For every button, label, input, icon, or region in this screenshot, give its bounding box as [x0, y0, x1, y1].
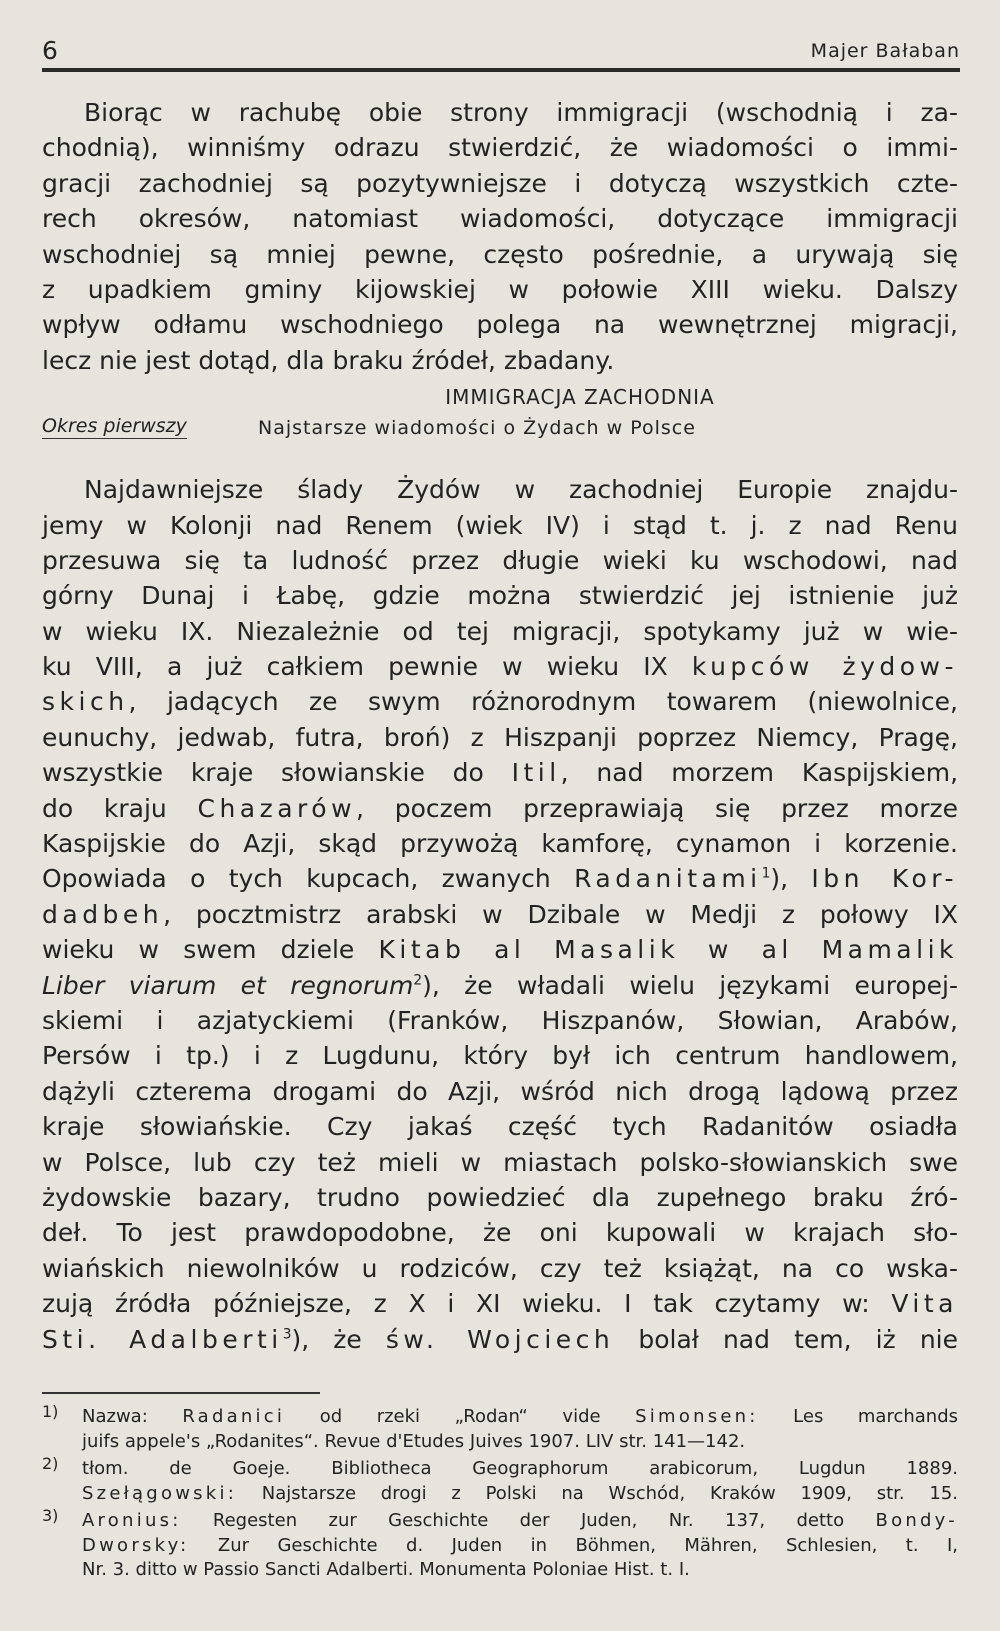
- text-line: chodnią), winniśmy odrazu stwierdzić, że wiadomości o immi-: [42, 133, 958, 163]
- text-run: Regesten zur Geschichte der Juden, Nr. 137, detto: [181, 1510, 876, 1531]
- text-line: [42, 897, 958, 932]
- text-run: Zur Geschichte d. Juden in Böhmen, Mähren, Schlesien, t. I,: [189, 1534, 958, 1556]
- spaced-term: Aronius:: [82, 1510, 182, 1531]
- section-title: IMMIGRACJA ZACHODNIA: [445, 385, 715, 410]
- spaced-term: Ibn Kor-: [811, 864, 958, 894]
- paragraph-main: [42, 472, 958, 1357]
- text-run: wieku w swem dziele: [42, 935, 379, 965]
- header-rule: [42, 68, 960, 72]
- text-line: z upadkiem gminy kijowskiej w połowie XIII wieku. Dalszy: [42, 274, 958, 304]
- spaced-term: św. Wojciech: [385, 1324, 615, 1354]
- text-line: dążyli czterema drogami do Azji, wśród nich drogą lądową przez: [42, 1076, 958, 1106]
- footnote-ref: 3: [282, 1326, 292, 1343]
- margin-period-label: Okres pierwszy: [42, 415, 187, 438]
- text-line: [42, 791, 958, 826]
- text-line: Kaspijskie do Azji, skąd przywożą kamforę, cynamon i korzenie.: [42, 829, 958, 859]
- text-run: ), że: [291, 1324, 386, 1354]
- spaced-term: skich: [42, 687, 129, 717]
- spaced-term: Radanici: [182, 1406, 286, 1427]
- text-line: [42, 968, 958, 1003]
- footnote-mark: 2): [42, 1454, 59, 1473]
- text-line: wschodniej są mniej pewne, często pośrednie, a urywają się: [42, 239, 958, 269]
- spaced-term: Szełągowski:: [82, 1482, 238, 1504]
- text-line: [42, 1322, 958, 1357]
- text-run: , nad morzem Kaspijskiem,: [560, 758, 959, 788]
- footnote-ref: 2: [413, 972, 423, 989]
- text-line: [42, 861, 958, 896]
- footnote-rule: [42, 1392, 320, 1394]
- spaced-term: Simonsen:: [635, 1406, 759, 1427]
- text-line: [42, 649, 958, 684]
- text-line: w wieku IX. Niezależnie od tej migracji, spotykamy już w wie-: [42, 616, 958, 646]
- text-run: od rzeki „Rodan“ vide: [285, 1406, 636, 1427]
- text-run: zują źródła późniejsze, z X i XI wieku. I tak czytamy w:: [42, 1289, 892, 1319]
- text-line: rech okresów, natomiast wiadomości, dotyczące immigracji: [42, 204, 958, 234]
- footnote-2: [42, 1454, 958, 1506]
- text-line: [42, 932, 958, 967]
- page-number: 6: [42, 36, 58, 65]
- text-run: do kraju: [42, 793, 198, 823]
- spaced-term: kupców żydow-: [691, 652, 958, 682]
- text-run: bolał nad tem, iż nie: [614, 1324, 958, 1354]
- footnote-mark: 3): [42, 1506, 59, 1525]
- text-run: ku VIII, a już całkiem pewnie w wieku IX: [42, 652, 692, 682]
- spaced-term: dadbeh: [42, 899, 164, 929]
- footnote-line: juifs appele's „Rodanites“. Revue d'Etudes Juives 1907. LIV str. 141—142.: [82, 1430, 746, 1452]
- text-line: żydowskie bazary, trudno powiedzieć dla zupełnego braku źró-: [42, 1182, 958, 1212]
- footnote-line: [82, 1482, 958, 1507]
- footnote-line: [82, 1509, 958, 1534]
- text-run: , pocztmistrz arabski w Dzibale w Medji z połowy IX: [163, 899, 958, 929]
- text-line: wiańskich niewolników u rodziców, czy też książąt, na co wska-: [42, 1253, 958, 1283]
- text-run: , jadących ze swym różnorodnym towarem (niewolnice,: [128, 687, 958, 717]
- text-line: [42, 684, 958, 719]
- text-run: Opowiada o tych kupcach, zwanych: [42, 864, 575, 894]
- text-line: deł. To jest prawdopodobne, że oni kupowali w krajach sło-: [42, 1218, 958, 1248]
- footnote-ref: 1: [761, 866, 771, 883]
- paragraph-intro: [42, 95, 958, 378]
- italic-title: Liber viarum et regnorum: [42, 970, 414, 1000]
- text-line: lecz nie jest dotąd, dla braku źródeł, zbadany.: [42, 345, 615, 375]
- text-run: ),: [770, 864, 812, 894]
- footnote-3: [42, 1506, 958, 1583]
- text-line: w Polsce, lub czy też mieli w miastach polsko-słowianskich swe: [42, 1147, 958, 1177]
- footnote-line: [82, 1534, 958, 1559]
- spaced-term: Vita: [891, 1289, 958, 1319]
- text-run: , poczem przeprawiają się przez morze: [356, 793, 958, 823]
- footnote-1: [42, 1402, 958, 1454]
- period-heading: [42, 412, 958, 444]
- text-line: górny Dunaj i Łabę, gdzie można stwierdzić jej istnienie już: [42, 581, 958, 611]
- text-line: [42, 1286, 958, 1321]
- text-line: jemy w Kolonji nad Renem (wiek IV) i stąd t. j. z nad Renu: [42, 510, 958, 540]
- text-line: eunuchy, jedwab, futra, broń) z Hiszpanji poprzez Niemcy, Pragę,: [42, 722, 958, 752]
- footnote-line: Nr. 3. ditto w Passio Sancti Adalberti. Monumenta Poloniae Hist. t. I.: [82, 1559, 690, 1580]
- footnote-line: tłom. de Goeje. Bibliotheca Geographorum arabicorum, Lugdun 1889.: [82, 1458, 958, 1479]
- main-text: [42, 95, 958, 1357]
- footnote-line: [82, 1405, 958, 1430]
- text-line: [42, 755, 958, 790]
- text-run: Najstarsze drogi z Polski na Wschód, Kraków 1909, str. 15.: [237, 1482, 958, 1504]
- text-line: wpływ odłamu wschodniego polega na wewnętrznej migracji,: [42, 310, 958, 340]
- period-subtitle: Najstarsze wiadomości o Żydach w Polsce: [258, 417, 696, 440]
- text-run: Les marchands: [758, 1406, 958, 1427]
- spaced-term: Chazarów: [197, 793, 357, 823]
- spaced-term: Radanitami: [574, 864, 762, 894]
- spaced-term: Dworsky:: [82, 1534, 190, 1556]
- text-line: gracji zachodniej są pozytywniejsze i dotyczą wszystkich czte-: [42, 168, 958, 198]
- spaced-term: Kitab al Masalik w al Mamalik: [378, 935, 958, 965]
- text-line: przesuwa się ta ludność przez długie wieki ku wschodowi, nad: [42, 545, 958, 575]
- text-run: Nazwa:: [82, 1406, 183, 1427]
- text-line: Najdawniejsze ślady Żydów w zachodniej Europie znajdu-: [84, 475, 958, 505]
- spaced-term: Sti. Adalberti: [42, 1324, 283, 1354]
- text-run: wszystkie kraje słowianskie do: [42, 758, 512, 788]
- page-header: [42, 32, 960, 72]
- spaced-term: Itil: [511, 758, 561, 788]
- text-run: ), że władali wielu językami europej-: [422, 970, 959, 1000]
- text-line: skiemi i azjatyckiemi (Franków, Hiszpanów, Słowian, Arabów,: [42, 1005, 958, 1035]
- running-head: Majer Bałaban: [810, 40, 960, 62]
- text-line: Persów i tp.) i z Lugdunu, który był ich centrum handlowem,: [42, 1041, 958, 1071]
- footnote-mark: 1): [42, 1402, 59, 1421]
- text-line: Biorąc w rachubę obie strony immigracji (wschodnią i za-: [84, 98, 958, 127]
- spaced-term: Bondy-: [875, 1510, 958, 1531]
- text-line: kraje słowiańskie. Czy jakaś część tych Radanitów osiadła: [42, 1112, 958, 1142]
- footnotes: [42, 1402, 958, 1586]
